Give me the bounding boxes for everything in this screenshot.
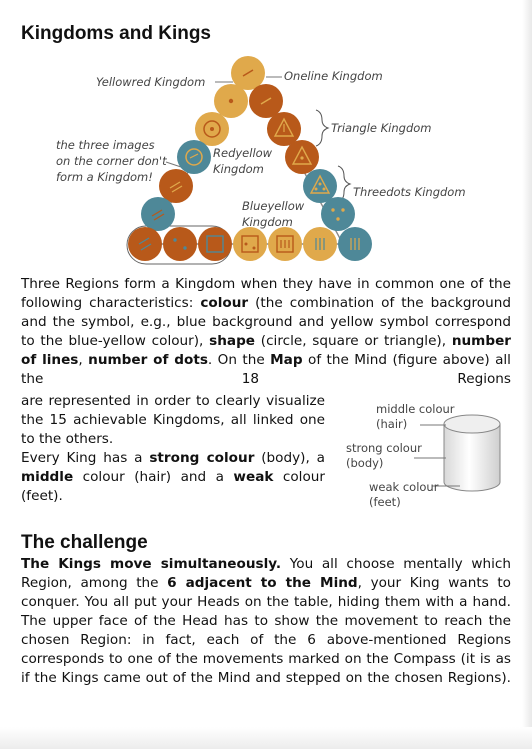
triangle-kingdom-label: Triangle Kingdom	[331, 121, 432, 135]
weak-colour-label: weak colour (feet)	[369, 480, 439, 509]
section-title-kingdoms: Kingdoms and Kings	[21, 23, 211, 44]
intro-paragraph: Three Regions form a Kingdom when they have in common one of the following characteristics: colour (the combination of the background and the symbol, e.g., blue background and yellow symbol correspond to the blue-yellow colour), shape (circle, square or triangle), number of lines, number of dots. On the Map of the Mind (figure above) all the 18 Regions	[21, 276, 511, 387]
challenge-paragraph: The Kings move simultaneously. You all choose mentally which Region, among the 6 adjacent to the Mind, your King wants to conquer. You all put your Heads on the table, hiding them with a hand. The upper face of the Head has to show the movement to reach the chosen Region: in fact, each of the 6 above-mentioned Regions corresponds to one of the movements marked on the Compass (it is as if the Kings came out of the Mind and stepped on the chosen Regions).	[21, 556, 512, 686]
blueyellow-kingdom-label: Blueyellow Kingdom	[242, 199, 305, 229]
kings-colour-paragraph: are represented in order to clearly visualize the 15 achievable Kingdoms, all linked one to the others. Every King has a strong colour (body), a middle colour (hair) and a weak colour (feet).	[21, 393, 325, 504]
section-title-challenge: The challenge	[21, 532, 148, 553]
threedots-kingdom-label: Threedots Kingdom	[353, 185, 466, 199]
redyellow-kingdom-label: Redyellow Kingdom	[213, 146, 273, 176]
corner-note: the three images on the corner don't form a Kingdom!	[56, 138, 167, 184]
oneline-kingdom-label: Oneline Kingdom	[284, 69, 383, 83]
yellowred-kingdom-label: Yellowred Kingdom	[96, 75, 206, 89]
strong-colour-label: strong colour (body)	[346, 441, 422, 470]
middle-colour-label: middle colour (hair)	[376, 402, 455, 431]
